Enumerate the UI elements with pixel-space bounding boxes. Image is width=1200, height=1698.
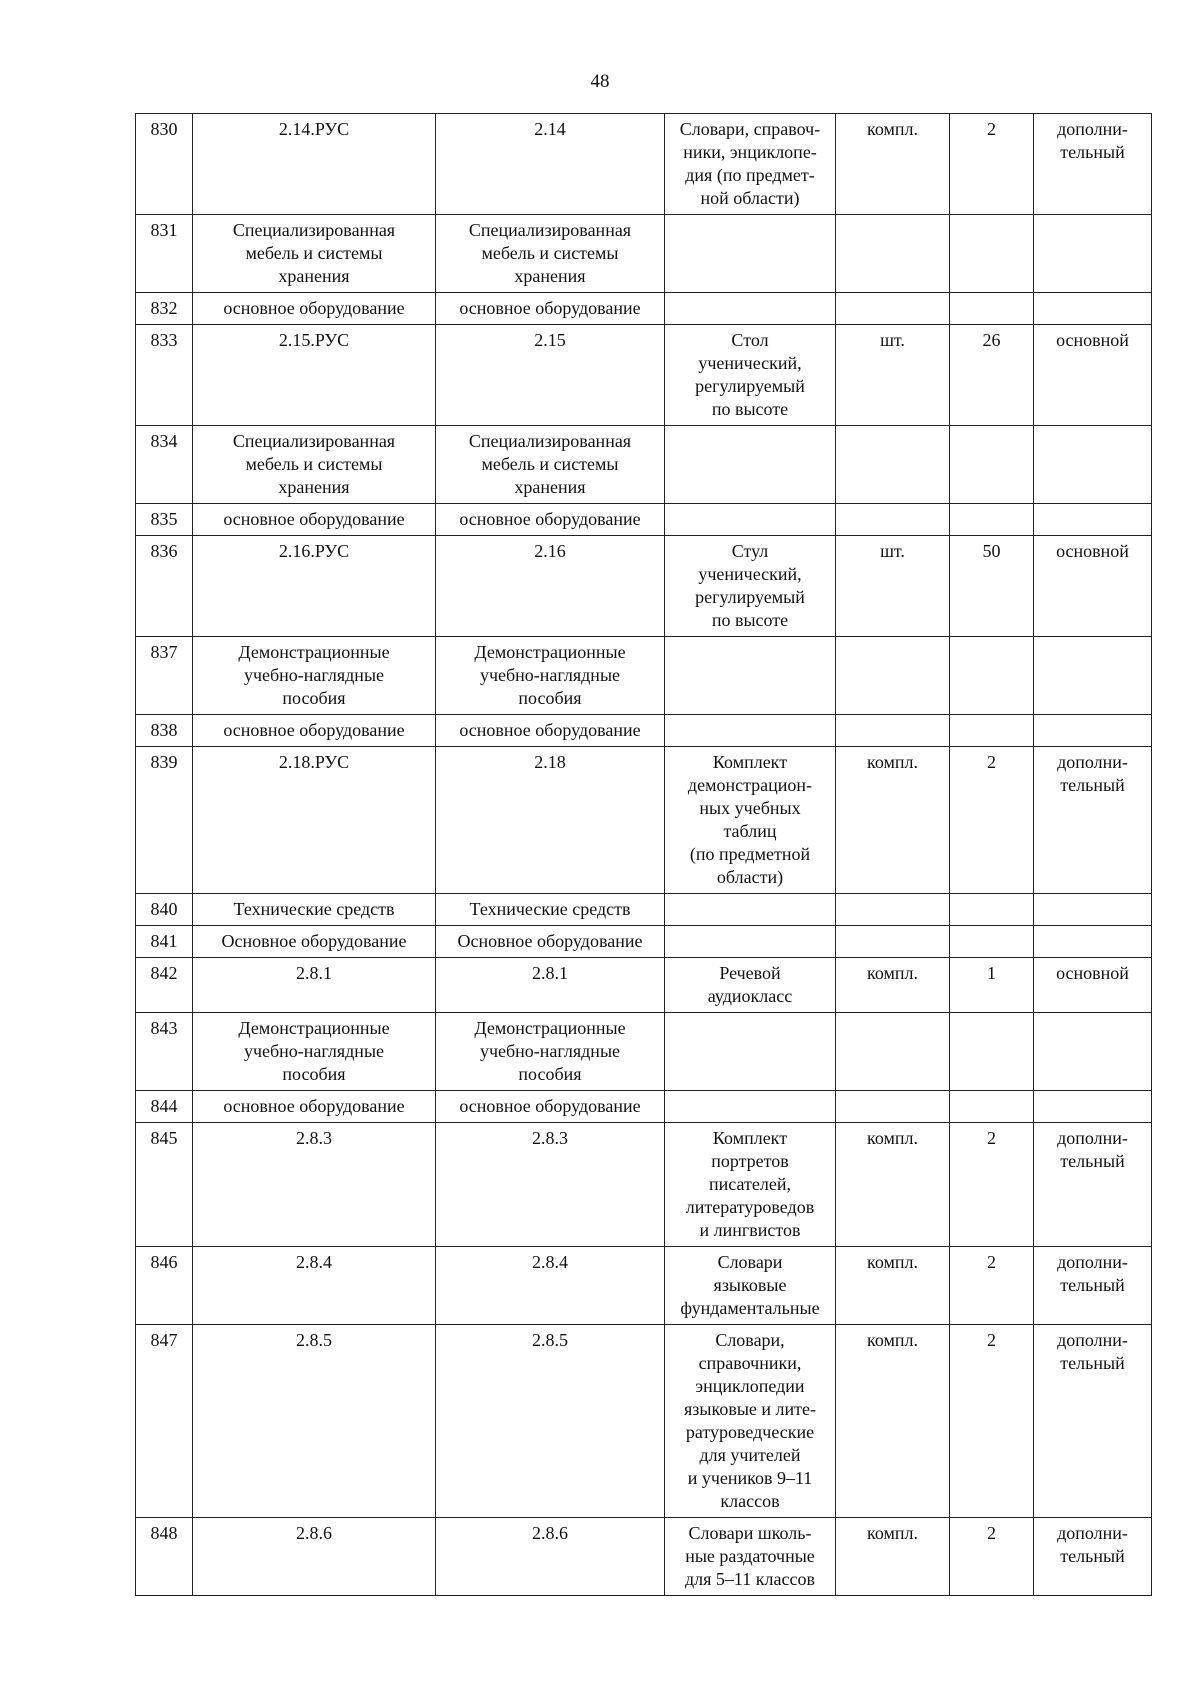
code-cell: 2.8.1 (193, 958, 436, 1013)
unit-cell: компл. (836, 747, 950, 894)
table-row (136, 1518, 1152, 1596)
equipment-type-cell (1034, 1091, 1152, 1123)
item-name-cell: Словари школь- ные раздаточные для 5–11 классов (665, 1518, 836, 1596)
equipment-type-cell: основной (1034, 325, 1152, 426)
row-number-cell: 839 (136, 747, 193, 894)
item-name-cell (665, 1091, 836, 1123)
code-cell: 2.8.4 (193, 1247, 436, 1325)
unit-cell: компл. (836, 1247, 950, 1325)
equipment-type-cell: дополни- тельный (1034, 1247, 1152, 1325)
unit-cell (836, 293, 950, 325)
equipment-type-cell (1034, 504, 1152, 536)
item-name-cell (665, 926, 836, 958)
quantity-cell: 2 (950, 114, 1034, 215)
section-code-cell: 2.16 (436, 536, 665, 637)
code-cell: Демонстрационные учебно-наглядные пособия (193, 637, 436, 715)
item-name-cell (665, 715, 836, 747)
code-cell: основное оборудование (193, 715, 436, 747)
equipment-table (135, 113, 1152, 1596)
row-number-cell: 843 (136, 1013, 193, 1091)
table-body (136, 114, 1152, 1596)
equipment-type-cell (1034, 293, 1152, 325)
quantity-cell: 2 (950, 1325, 1034, 1518)
code-cell: Специализированная мебель и системы хранения (193, 215, 436, 293)
code-cell: Специализированная мебель и системы хранения (193, 426, 436, 504)
section-code-cell: основное оборудование (436, 293, 665, 325)
code-cell: Демонстрационные учебно-наглядные пособия (193, 1013, 436, 1091)
row-number-cell: 838 (136, 715, 193, 747)
equipment-type-cell (1034, 1013, 1152, 1091)
equipment-type-cell: дополни- тельный (1034, 114, 1152, 215)
table-row (136, 637, 1152, 715)
unit-cell (836, 215, 950, 293)
section-code-cell: 2.14 (436, 114, 665, 215)
row-number-cell: 831 (136, 215, 193, 293)
table-row (136, 715, 1152, 747)
code-cell: 2.8.5 (193, 1325, 436, 1518)
unit-cell (836, 504, 950, 536)
item-name-cell: Комплект портретов писателей, литературоведов и лингвистов (665, 1123, 836, 1247)
row-number-cell: 841 (136, 926, 193, 958)
row-number-cell: 840 (136, 894, 193, 926)
unit-cell: компл. (836, 1518, 950, 1596)
item-name-cell (665, 293, 836, 325)
row-number-cell: 835 (136, 504, 193, 536)
unit-cell: шт. (836, 536, 950, 637)
section-code-cell: Демонстрационные учебно-наглядные пособия (436, 637, 665, 715)
quantity-cell: 2 (950, 1518, 1034, 1596)
section-code-cell: основное оборудование (436, 715, 665, 747)
quantity-cell (950, 215, 1034, 293)
code-cell: 2.8.3 (193, 1123, 436, 1247)
unit-cell: компл. (836, 958, 950, 1013)
unit-cell: шт. (836, 325, 950, 426)
code-cell: 2.16.РУС (193, 536, 436, 637)
quantity-cell (950, 715, 1034, 747)
quantity-cell (950, 894, 1034, 926)
unit-cell (836, 926, 950, 958)
equipment-type-cell: дополни- тельный (1034, 1518, 1152, 1596)
item-name-cell (665, 637, 836, 715)
row-number-cell: 837 (136, 637, 193, 715)
equipment-type-cell: дополни- тельный (1034, 1123, 1152, 1247)
item-name-cell (665, 1013, 836, 1091)
row-number-cell: 834 (136, 426, 193, 504)
table-row (136, 504, 1152, 536)
section-code-cell: Демонстрационные учебно-наглядные пособия (436, 1013, 665, 1091)
table-row (136, 426, 1152, 504)
unit-cell (836, 1013, 950, 1091)
section-code-cell: Специализированная мебель и системы хранения (436, 426, 665, 504)
item-name-cell (665, 504, 836, 536)
row-number-cell: 833 (136, 325, 193, 426)
section-code-cell: 2.15 (436, 325, 665, 426)
table-row (136, 926, 1152, 958)
table-row (136, 747, 1152, 894)
table-row (136, 293, 1152, 325)
code-cell: 2.18.РУС (193, 747, 436, 894)
item-name-cell: Словари языковые фундаментальные (665, 1247, 836, 1325)
quantity-cell (950, 426, 1034, 504)
row-number-cell: 847 (136, 1325, 193, 1518)
item-name-cell: Стол ученический, регулируемый по высоте (665, 325, 836, 426)
equipment-type-cell (1034, 926, 1152, 958)
section-code-cell: Основное оборудование (436, 926, 665, 958)
section-code-cell: Специализированная мебель и системы хранения (436, 215, 665, 293)
section-code-cell: 2.8.1 (436, 958, 665, 1013)
equipment-type-cell: дополни- тельный (1034, 747, 1152, 894)
row-number-cell: 845 (136, 1123, 193, 1247)
quantity-cell: 50 (950, 536, 1034, 637)
item-name-cell: Стул ученический, регулируемый по высоте (665, 536, 836, 637)
quantity-cell: 26 (950, 325, 1034, 426)
table-row (136, 215, 1152, 293)
quantity-cell (950, 293, 1034, 325)
section-code-cell: 2.8.6 (436, 1518, 665, 1596)
code-cell: 2.8.6 (193, 1518, 436, 1596)
code-cell: 2.14.РУС (193, 114, 436, 215)
page-number: 48 (590, 71, 610, 92)
unit-cell: компл. (836, 114, 950, 215)
table-row (136, 1325, 1152, 1518)
table-row (136, 1247, 1152, 1325)
table-row (136, 1013, 1152, 1091)
section-code-cell: основное оборудование (436, 504, 665, 536)
item-name-cell (665, 215, 836, 293)
quantity-cell: 1 (950, 958, 1034, 1013)
row-number-cell: 846 (136, 1247, 193, 1325)
item-name-cell: Речевой аудиокласс (665, 958, 836, 1013)
table-row (136, 536, 1152, 637)
code-cell: основное оборудование (193, 1091, 436, 1123)
row-number-cell: 844 (136, 1091, 193, 1123)
code-cell: Технические средств (193, 894, 436, 926)
quantity-cell: 2 (950, 1247, 1034, 1325)
row-number-cell: 832 (136, 293, 193, 325)
code-cell: основное оборудование (193, 293, 436, 325)
row-number-cell: 842 (136, 958, 193, 1013)
unit-cell (836, 1091, 950, 1123)
equipment-type-cell (1034, 894, 1152, 926)
unit-cell (836, 637, 950, 715)
code-cell: основное оборудование (193, 504, 436, 536)
unit-cell (836, 426, 950, 504)
section-code-cell: 2.8.3 (436, 1123, 665, 1247)
unit-cell: компл. (836, 1325, 950, 1518)
quantity-cell: 2 (950, 1123, 1034, 1247)
code-cell: Основное оборудование (193, 926, 436, 958)
equipment-type-cell (1034, 215, 1152, 293)
section-code-cell: Технические средств (436, 894, 665, 926)
section-code-cell: 2.18 (436, 747, 665, 894)
item-name-cell (665, 894, 836, 926)
item-name-cell: Словари, справоч- ники, энциклопе- дия (по предмет- ной области) (665, 114, 836, 215)
unit-cell (836, 894, 950, 926)
quantity-cell (950, 504, 1034, 536)
unit-cell: компл. (836, 1123, 950, 1247)
equipment-type-cell: основной (1034, 536, 1152, 637)
table-row (136, 114, 1152, 215)
equipment-type-cell (1034, 426, 1152, 504)
row-number-cell: 830 (136, 114, 193, 215)
quantity-cell (950, 926, 1034, 958)
item-name-cell (665, 426, 836, 504)
item-name-cell: Комплект демонстрацион- ных учебных таблиц (по предметной области) (665, 747, 836, 894)
item-name-cell: Словари, справочники, энциклопедии языковые и лите- ратуроведческие для учителей и учеников 9–11 классов (665, 1325, 836, 1518)
equipment-type-cell: основной (1034, 958, 1152, 1013)
quantity-cell (950, 637, 1034, 715)
section-code-cell: 2.8.5 (436, 1325, 665, 1518)
table-row (136, 1123, 1152, 1247)
code-cell: 2.15.РУС (193, 325, 436, 426)
table-row (136, 958, 1152, 1013)
table-row (136, 1091, 1152, 1123)
equipment-type-cell (1034, 637, 1152, 715)
equipment-type-cell (1034, 715, 1152, 747)
equipment-type-cell: дополни- тельный (1034, 1325, 1152, 1518)
unit-cell (836, 715, 950, 747)
table-row (136, 325, 1152, 426)
quantity-cell: 2 (950, 747, 1034, 894)
section-code-cell: основное оборудование (436, 1091, 665, 1123)
quantity-cell (950, 1013, 1034, 1091)
quantity-cell (950, 1091, 1034, 1123)
row-number-cell: 848 (136, 1518, 193, 1596)
row-number-cell: 836 (136, 536, 193, 637)
section-code-cell: 2.8.4 (436, 1247, 665, 1325)
table-row (136, 894, 1152, 926)
